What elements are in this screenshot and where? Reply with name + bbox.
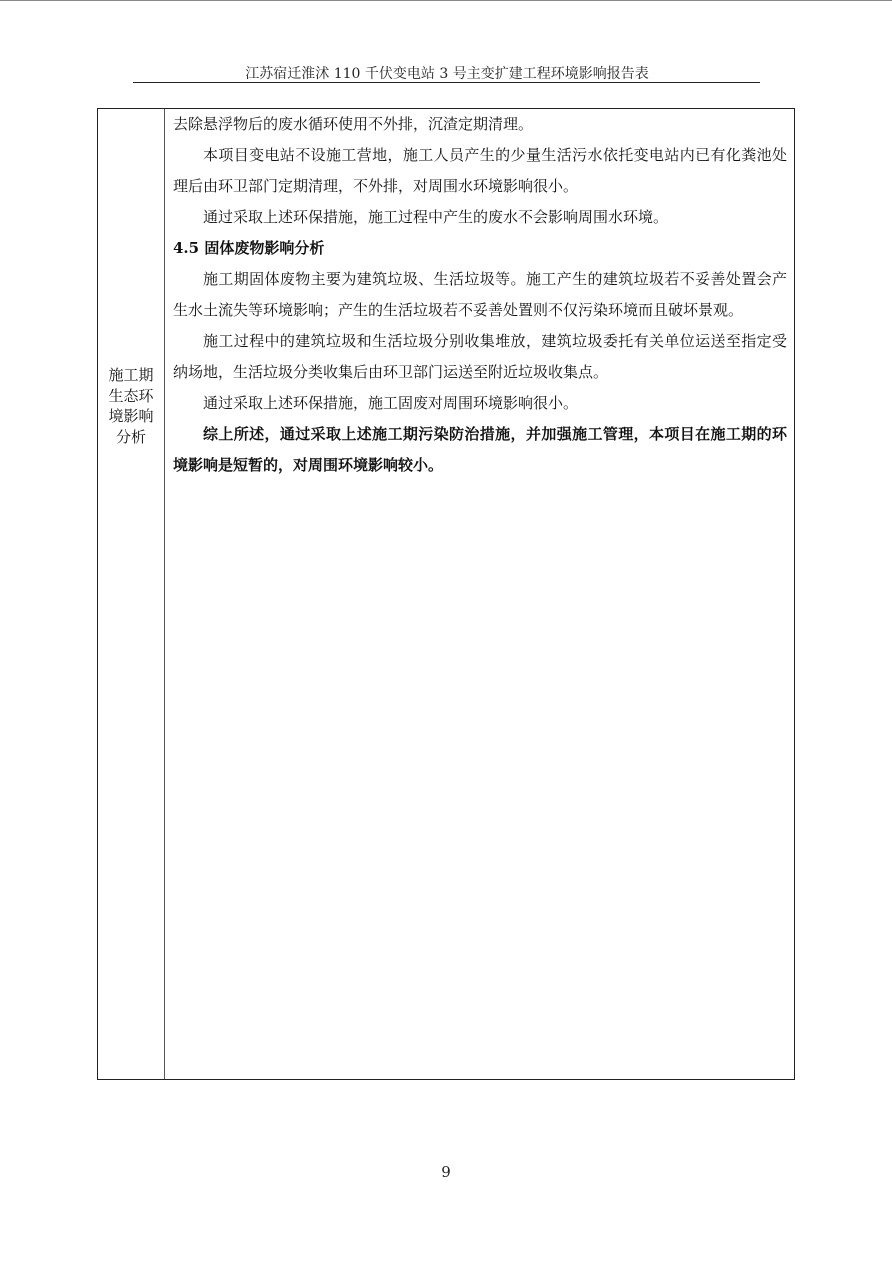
page-number: 9	[441, 1163, 451, 1181]
table-content-cell	[173, 109, 787, 481]
paragraph-solid-waste-sources: 施工期固体废物主要为建筑垃圾、生活垃圾等。施工产生的建筑垃圾若不妥善处置会产生水土流失等环境影响；产生的生活垃圾若不妥善处置则不仅污染环境而且破坏景观。	[173, 270, 787, 319]
analysis-table	[97, 108, 795, 1080]
section-label	[98, 365, 164, 447]
paragraph-solid-waste-conclusion: 通过采取上述环保措施，施工固废对周围环境影响很小。	[203, 394, 579, 412]
paragraph-domestic-sewage: 本项目变电站不设施工营地，施工人员产生的少量生活污水依托变电站内已有化粪池处理后由环卫部门定期清理，不外排，对周围水环境影响很小。	[173, 146, 787, 195]
section-label-line: 分析	[115, 427, 146, 446]
paragraph-summary: 综上所述，通过采取上述施工期污染防治措施，并加强施工管理，本项目在施工期的环境影响是短暂的，对周围环境影响较小。	[173, 425, 787, 474]
paragraph-wastewater-conclusion: 通过采取上述环保措施，施工过程中产生的废水不会影响周围水环境。	[203, 208, 669, 226]
header-underline	[133, 82, 760, 83]
section-label-line: 生态环	[108, 386, 154, 405]
page-top-border	[0, 0, 892, 1]
section-label-line: 施工期	[108, 366, 154, 384]
section-heading-solid-waste: 4.5 固体废物影响分析	[173, 239, 325, 257]
table-label-cell	[98, 109, 165, 1079]
paragraph-wastewater-continued: 去除悬浮物后的废水循环使用不外排，沉渣定期清理。	[173, 115, 534, 133]
report-header-title: 江苏宿迁淮沭 110 千伏变电站 3 号主变扩建工程环境影响报告表	[245, 66, 649, 82]
paragraph-solid-waste-handling: 施工过程中的建筑垃圾和生活垃圾分别收集堆放，建筑垃圾委托有关单位运送至指定受纳场地，生活垃圾分类收集后由环卫部门运送至附近垃圾收集点。	[173, 332, 787, 381]
section-label-line: 境影响	[108, 407, 154, 425]
